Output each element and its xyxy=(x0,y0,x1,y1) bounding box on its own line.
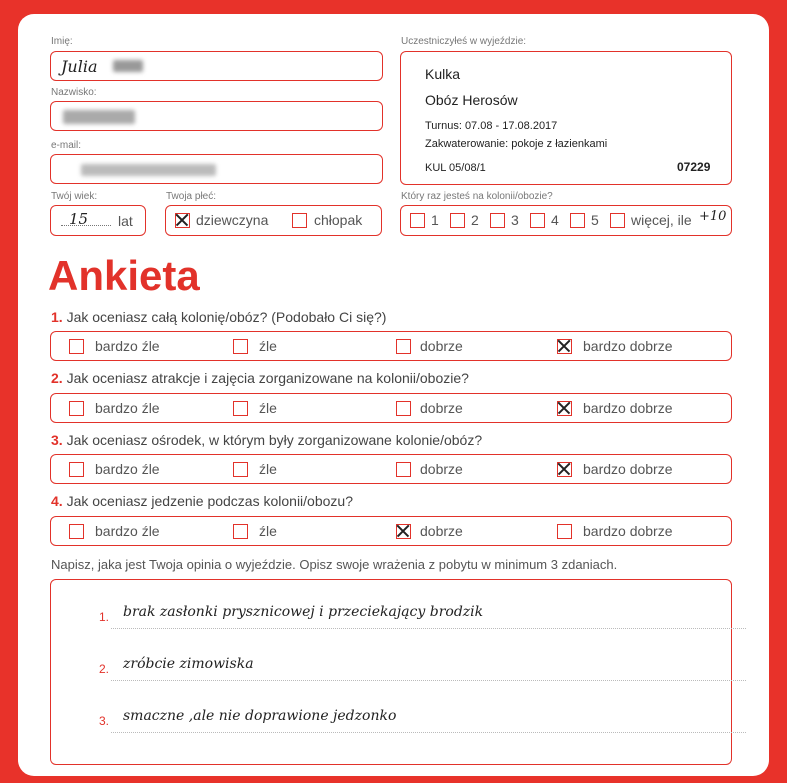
option-very-good-checkbox[interactable] xyxy=(557,524,572,539)
email-label: e-mail: xyxy=(51,140,82,151)
survey-title: Ankieta xyxy=(48,252,200,299)
times-2-checkbox[interactable] xyxy=(450,213,465,228)
times-5-checkbox[interactable] xyxy=(570,213,585,228)
times-3-label: 3 xyxy=(511,212,519,228)
times-label: Który raz jesteś na kolonii/obozie? xyxy=(401,191,553,202)
option-good-checkbox[interactable] xyxy=(396,524,411,539)
option-very-good-label: bardzo dobrze xyxy=(583,400,673,416)
male-label: chłopak xyxy=(314,212,363,228)
turnus: Turnus: 07.08 - 17.08.2017 xyxy=(425,120,558,132)
opinion-field[interactable] xyxy=(50,579,732,765)
times-1-label: 1 xyxy=(431,212,439,228)
times-field xyxy=(400,205,732,236)
participation-box xyxy=(400,51,732,185)
question-4-options xyxy=(50,516,732,546)
option-very-good-checkbox[interactable] xyxy=(557,339,572,354)
times-4-label: 4 xyxy=(551,212,559,228)
option-bad-label: źle xyxy=(259,400,277,416)
question-4 xyxy=(51,493,353,509)
redacted-text xyxy=(113,60,143,72)
option-very-bad-label: bardzo źle xyxy=(95,338,160,354)
option-very-bad-label: bardzo źle xyxy=(95,461,160,477)
question-number: 1. xyxy=(51,309,63,325)
times-4-checkbox[interactable] xyxy=(530,213,545,228)
option-very-good-checkbox[interactable] xyxy=(557,462,572,477)
answer-number: 2. xyxy=(99,662,110,676)
option-bad-checkbox[interactable] xyxy=(233,524,248,539)
option-very-bad-label: bardzo źle xyxy=(95,523,160,539)
option-good-checkbox[interactable] xyxy=(396,462,411,477)
answer-number: 3. xyxy=(99,714,110,728)
survey-form xyxy=(18,14,769,776)
question-text: Jak oceniasz atrakcje i zajęcia zorganizowane na kolonii/obozie? xyxy=(66,370,469,386)
gender-field xyxy=(165,205,382,236)
option-good-label: dobrze xyxy=(420,400,463,416)
camp-code: KUL 05/08/1 xyxy=(425,162,486,174)
question-number: 4. xyxy=(51,493,63,509)
answer-2: zróbcie zimowiska xyxy=(123,656,254,672)
form-number: 07229 xyxy=(677,160,711,174)
name-value: Julia xyxy=(61,57,98,76)
times-more-value: +10 xyxy=(699,209,727,224)
answer-line xyxy=(111,680,746,681)
times-more-checkbox[interactable] xyxy=(610,213,625,228)
participation-label: Uczestniczyłeś w wyjeździe: xyxy=(401,36,527,47)
age-unit: lat xyxy=(118,213,133,229)
option-bad-label: źle xyxy=(259,523,277,539)
question-1 xyxy=(51,309,386,325)
option-bad-checkbox[interactable] xyxy=(233,339,248,354)
option-very-bad-checkbox[interactable] xyxy=(69,339,84,354)
question-text: Jak oceniasz jedzenie podczas kolonii/obozu? xyxy=(66,493,353,509)
gender-label: Twoja płeć: xyxy=(166,191,217,202)
name-field[interactable] xyxy=(50,51,383,81)
answer-line xyxy=(111,732,746,733)
option-very-good-label: bardzo dobrze xyxy=(583,461,673,477)
redacted-text xyxy=(63,110,135,124)
question-2 xyxy=(51,370,469,386)
answer-line xyxy=(111,628,746,629)
option-good-checkbox[interactable] xyxy=(396,339,411,354)
option-very-good-label: bardzo dobrze xyxy=(583,523,673,539)
female-checkbox[interactable] xyxy=(175,213,190,228)
question-3-options xyxy=(50,454,732,484)
times-2-label: 2 xyxy=(471,212,479,228)
option-bad-label: źle xyxy=(259,338,277,354)
option-very-bad-checkbox[interactable] xyxy=(69,524,84,539)
times-5-label: 5 xyxy=(591,212,599,228)
name-label: Imię: xyxy=(51,36,73,47)
option-very-bad-checkbox[interactable] xyxy=(69,462,84,477)
option-very-bad-label: bardzo źle xyxy=(95,400,160,416)
question-text: Jak oceniasz ośrodek, w którym były zorganizowane kolonie/obóz? xyxy=(66,432,483,448)
option-good-label: dobrze xyxy=(420,338,463,354)
age-field[interactable] xyxy=(50,205,146,236)
question-text: Jak oceniasz całą kolonię/obóz? (Podobało Ci się?) xyxy=(66,309,387,325)
option-bad-checkbox[interactable] xyxy=(233,401,248,416)
question-2-options xyxy=(50,393,732,423)
option-good-label: dobrze xyxy=(420,461,463,477)
accommodation: Zakwaterowanie: pokoje z łazienkami xyxy=(425,138,608,150)
answer-number: 1. xyxy=(99,610,110,624)
times-more-label: więcej, ile xyxy=(631,212,692,228)
option-bad-checkbox[interactable] xyxy=(233,462,248,477)
question-number: 2. xyxy=(51,370,63,386)
email-field[interactable] xyxy=(50,154,383,184)
option-good-checkbox[interactable] xyxy=(396,401,411,416)
option-bad-label: źle xyxy=(259,461,277,477)
question-1-options xyxy=(50,331,732,361)
opinion-prompt: Napisz, jaka jest Twoja opinia o wyjeździe. Opisz swoje wrażenia z pobytu w minimum 3 zdaniach. xyxy=(51,557,618,572)
male-checkbox[interactable] xyxy=(292,213,307,228)
camp-name: Kulka xyxy=(425,66,461,82)
question-number: 3. xyxy=(51,432,63,448)
question-3 xyxy=(51,432,482,448)
answer-1: brak zasłonki prysznicowej i przeciekający brodzik xyxy=(123,604,484,620)
answer-3: smaczne ,ale nie doprawione jedzonko xyxy=(123,708,397,724)
surname-label: Nazwisko: xyxy=(51,87,97,98)
times-1-checkbox[interactable] xyxy=(410,213,425,228)
surname-field[interactable] xyxy=(50,101,383,131)
age-label: Twój wiek: xyxy=(51,191,98,202)
camp-program: Obóz Herosów xyxy=(425,92,518,108)
option-good-label: dobrze xyxy=(420,523,463,539)
option-very-good-checkbox[interactable] xyxy=(557,401,572,416)
redacted-text xyxy=(81,164,216,176)
option-very-good-label: bardzo dobrze xyxy=(583,338,673,354)
times-3-checkbox[interactable] xyxy=(490,213,505,228)
option-very-bad-checkbox[interactable] xyxy=(69,401,84,416)
female-label: dziewczyna xyxy=(196,212,269,228)
age-value: 15 xyxy=(69,210,89,228)
